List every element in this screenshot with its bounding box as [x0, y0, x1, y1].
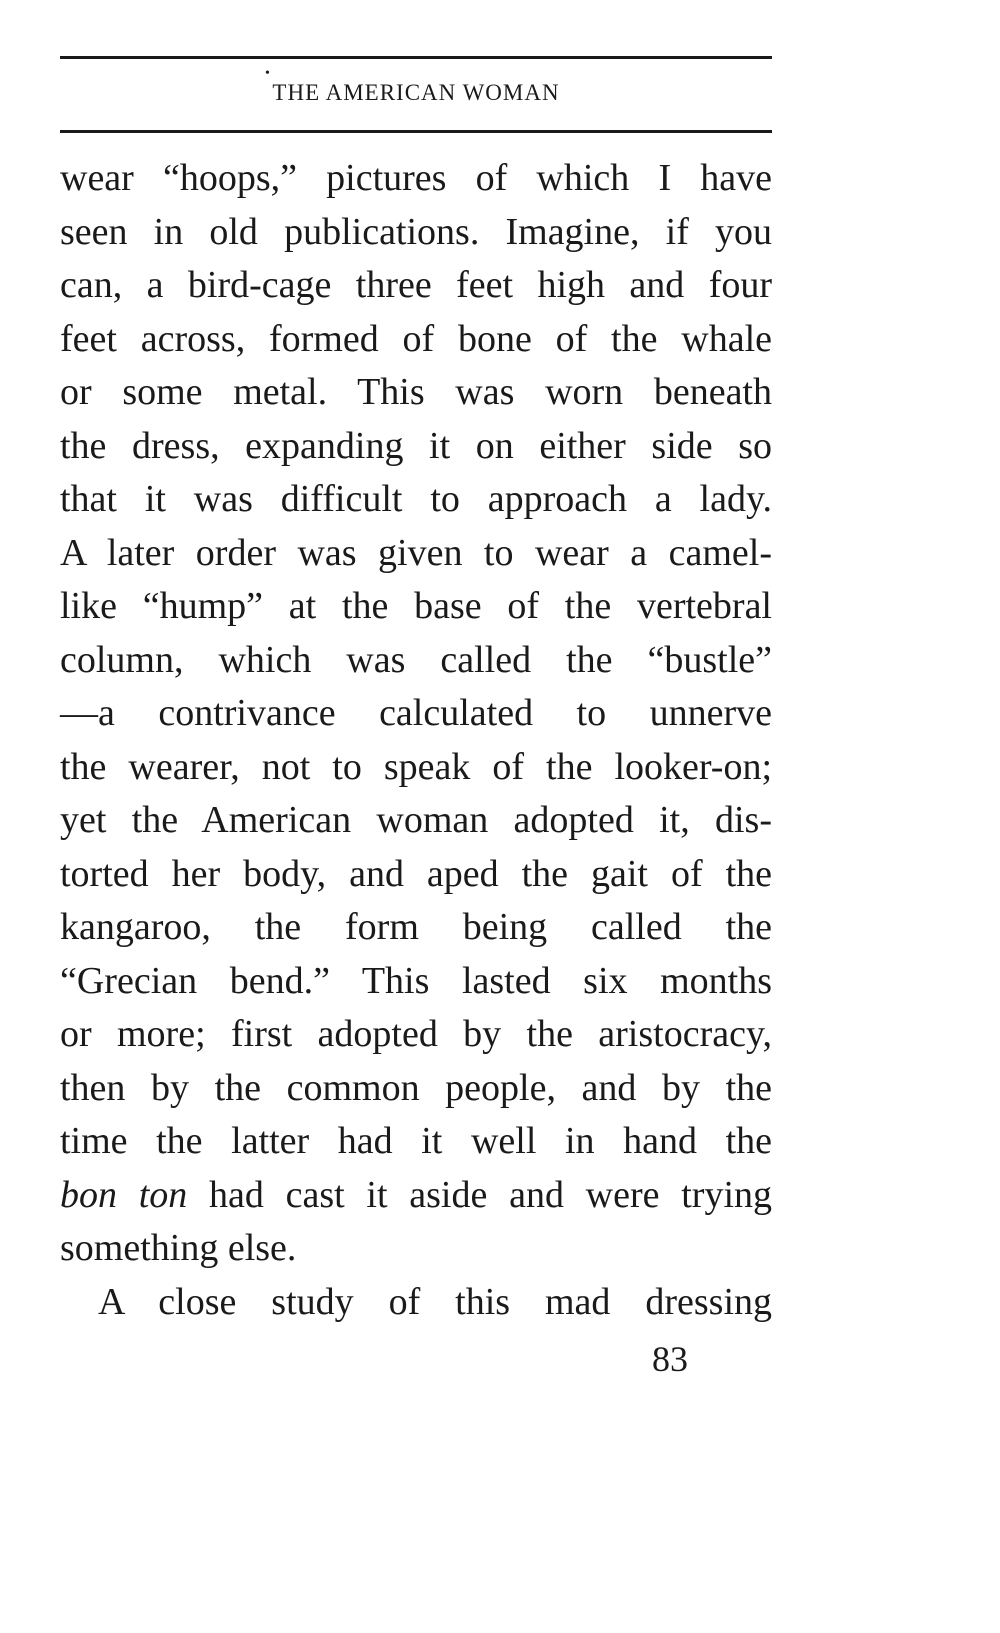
text-line: wear “hoops,” pictures of which I have: [60, 157, 772, 199]
text-line: the dress, expanding it on either side so: [60, 424, 772, 467]
italic-phrase: bon ton: [60, 1173, 188, 1216]
text-line: time the latter had it well in hand the: [60, 1120, 772, 1162]
next-paragraph-start: A close study of this mad dressing: [98, 1280, 772, 1323]
text-line: —a contrivance calculated to unnerve: [60, 692, 772, 734]
page-number: 83: [652, 1339, 688, 1379]
text-line: seen in old publications. Imagine, if you: [60, 210, 772, 253]
text-line: or more; first adopted by the aristocracy,: [60, 1013, 772, 1055]
text-line-remainder: had cast it aside and were trying: [187, 1173, 772, 1216]
text-line: feet across, formed of bone of the whale: [60, 317, 772, 360]
text-line: the wearer, not to speak of the looker-on;: [60, 745, 772, 788]
printer-mark: •: [265, 66, 271, 81]
text-line: A later order was given to wear a camel-: [60, 531, 772, 574]
running-header: [60, 66, 772, 106]
header-rule-bottom: [60, 130, 772, 133]
text-line: kangaroo, the form being called the: [60, 906, 772, 948]
text-line: yet the American woman adopted it, dis-: [60, 799, 772, 841]
text-line: then by the common people, and by the: [60, 1066, 772, 1109]
body-text: [60, 152, 772, 1329]
text-line: like “hump” at the base of the vertebral: [60, 585, 772, 627]
text-line: can, a bird-cage three feet high and four: [60, 264, 772, 306]
header-rule-top: [60, 56, 772, 59]
running-title: THE AMERICAN WOMAN: [272, 80, 560, 105]
text-line: that it was difficult to approach a lady.: [60, 478, 772, 520]
text-line: torted her body, and aped the gait of the: [60, 852, 772, 895]
text-line: column, which was called the “bustle”: [60, 638, 772, 681]
paragraph-final-line: something else.: [60, 1227, 297, 1269]
text-line: or some metal. This was worn beneath: [60, 371, 772, 413]
text-line-italic: [60, 1169, 772, 1223]
text-line: “Grecian bend.” This lasted six months: [60, 959, 772, 1002]
